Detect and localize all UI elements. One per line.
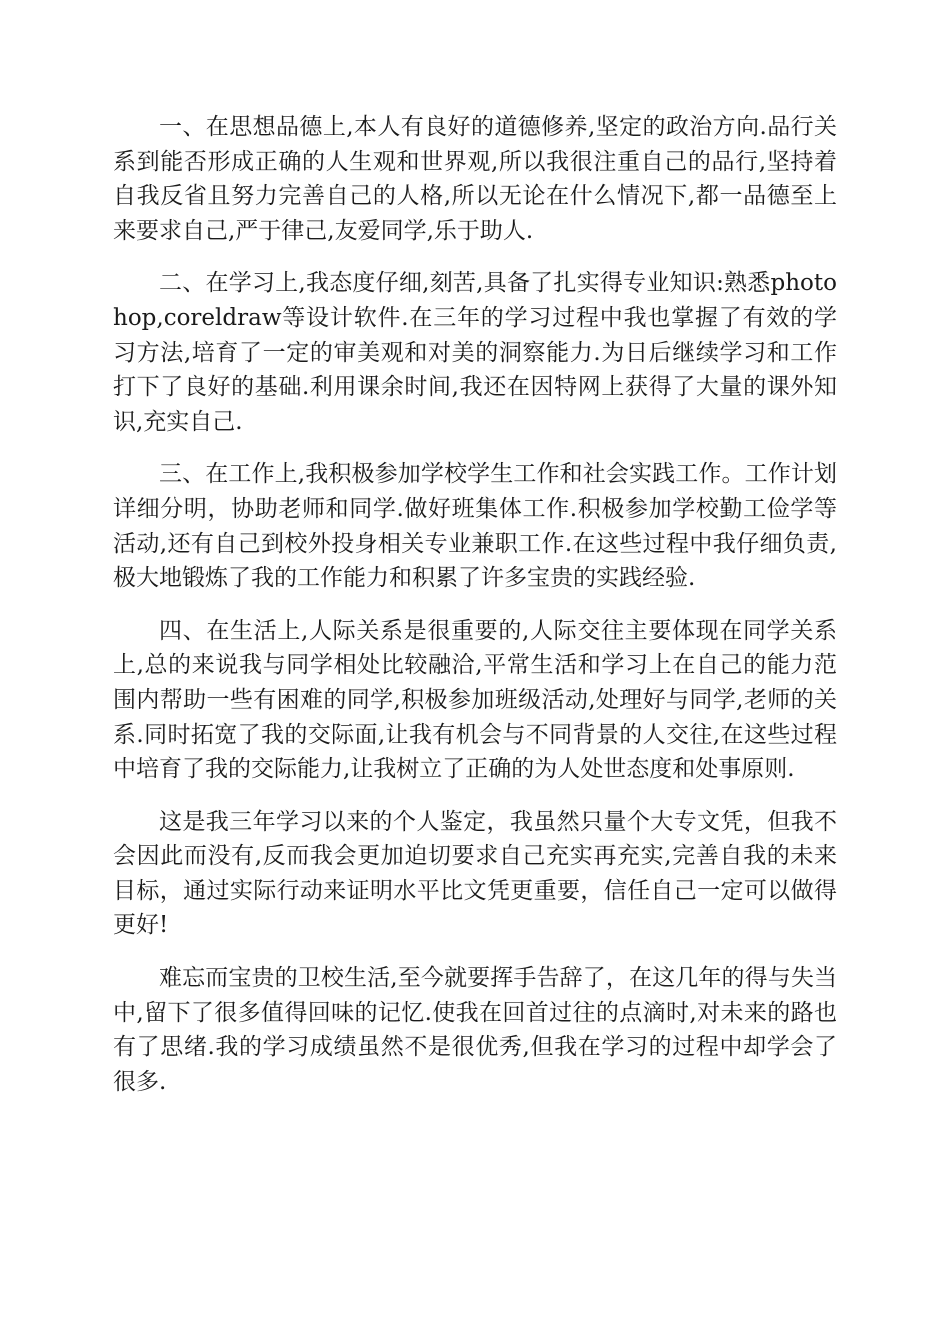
document-body	[113, 110, 837, 1117]
paragraph-morality: 一、在思想品德上,本人有良好的道德修养,坚定的政治方向.品行关系到能否形成正确的人生观和世界观,所以我很注重自己的品行,坚持着自我反省且努力完善自己的人格,所以无论在什么情况下,都一品德至上来要求自己,严于律己,友爱同学,乐于助人.	[113, 114, 837, 244]
paragraph-farewell: 难忘而宝贵的卫校生活,至今就要挥手告辞了，在这几年的得与失当中,留下了很多值得回味的记忆.使我在回首过往的点滴时,对未来的路也有了思绪.我的学习成绩虽然不是很优秀,但我在学习的过程中却学会了很多.	[113, 965, 837, 1095]
paragraph-work: 三、在工作上,我积极参加学校学生工作和社会实践工作。工作计划详细分明，协助老师和同学.做好班集体工作.积极参加学校勤工俭学等活动,还有自己到校外投身相关专业兼职工作.在这些过程中我仔细负责,极大地锻炼了我的工作能力和积累了许多宝贵的实践经验.	[113, 461, 837, 592]
paragraph-study: 二、在学习上,我态度仔细,刻苦,具备了扎实得专业知识:熟悉photohop,coreldraw等设计软件.在三年的学习过程中我也掌握了有效的学习方法,培育了一定的审美观和对美的洞察能力.为日后继续学习和工作打下了良好的基础.利用课余时间,我还在因特网上获得了大量的课外知识,充实自己.	[113, 270, 837, 435]
paragraph-self-assessment: 这是我三年学习以来的个人鉴定，我虽然只量个大专文凭，但我不会因此而没有,反而我会更加迫切要求自己充实再充实,完善自我的未来目标，通过实际行动来证明水平比文凭更重要，信任自己一定可以做得更好!	[113, 808, 837, 939]
paragraph-life: 四、在生活上,人际关系是很重要的,人际交往主要体现在同学关系上,总的来说我与同学相处比较融洽,平常生活和学习上在自己的能力范围内帮助一些有困难的同学,积极参加班级活动,处理好与同学,老师的关系.同时拓宽了我的交际面,让我有机会与不同背景的人交往,在这些过程中培育了我的交际能力,让我树立了正确的为人处世态度和处事原则.	[113, 617, 837, 783]
